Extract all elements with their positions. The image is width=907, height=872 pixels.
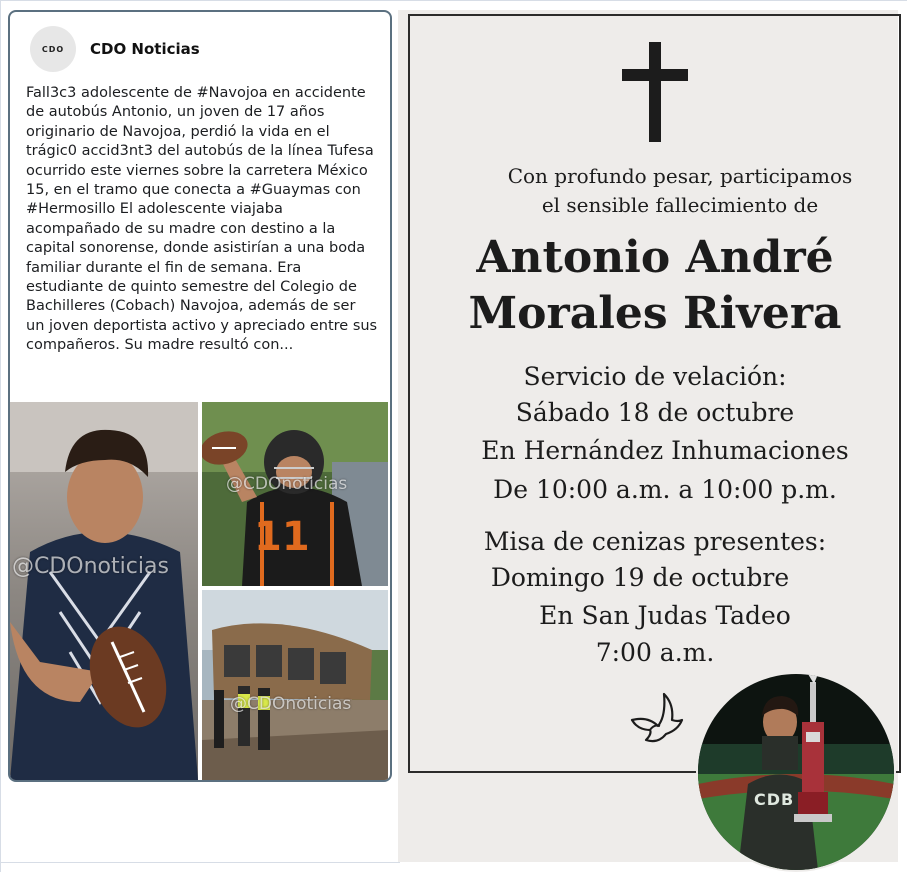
deceased-name-line-1: Antonio André	[476, 232, 834, 283]
page-avatar[interactable]	[30, 26, 76, 72]
frame-line-bottom	[0, 862, 400, 863]
mass-date: Domingo 19 de octubre	[490, 563, 790, 592]
post-photo-player-throw[interactable]	[202, 402, 388, 586]
photo-watermark: @CDOnoticias	[226, 474, 348, 494]
post-photo-player-football[interactable]	[10, 402, 198, 780]
service-time: De 10:00 a.m. a 10:00 p.m.	[493, 475, 837, 504]
service-date: Sábado 18 de octubre	[515, 398, 795, 427]
intro-line-2: el sensible fallecimiento de	[541, 193, 819, 217]
service-place: En Hernández Inhumaciones	[481, 436, 849, 465]
mass-time: 7:00 a.m.	[595, 638, 715, 667]
avatar-text: CDO	[41, 44, 65, 54]
dove-icon	[628, 686, 684, 746]
portrait-jersey-text: CDB	[754, 790, 795, 809]
post-header	[10, 12, 390, 84]
frame-line-left	[0, 0, 1, 872]
deceased-portrait-circle[interactable]	[696, 672, 896, 872]
intro-line-1: Con profundo pesar, participamos	[507, 164, 853, 188]
mass-title: Misa de cenizas presentes:	[483, 527, 827, 556]
post-text: Fall3c3 adolescente de #Navojoa en accidente de autobús Antonio, un joven de 17 años originario de Navojoa, perdió la vida en el trágic0 accid3nt3 del autobús de la línea Tufesa ocurrido este viernes sobre la carretera México 15, en el tramo que conecta a #Guaymas con #Hermosillo El adolescente viajaba acompañado de su madre con destino a la capital sonorense, donde asistirían a una boda familiar durante el fin de semana. Era estudiante de quinto semestre del Colegio de Bachilleres (Cobach) Navojoa, además de ser un joven deportista activo y apreciado entre sus compañeros. Su madre resultó con...	[26, 85, 378, 354]
photo-watermark: @CDOnoticias	[12, 554, 169, 579]
post-photo-bus-wreck[interactable]	[202, 590, 388, 780]
photo-watermark: @CDOnoticias	[230, 694, 352, 714]
portrait-image	[698, 674, 894, 870]
frame-line-top	[0, 0, 907, 1]
page-name[interactable]: CDO Noticias	[90, 40, 200, 58]
photo-player-football-image	[10, 402, 198, 780]
jersey-number: 11	[254, 514, 310, 560]
social-post	[8, 10, 392, 782]
deceased-name-line-2: Morales Rivera	[468, 288, 842, 339]
photo-bus-wreck-image	[202, 590, 388, 780]
service-title: Servicio de velación:	[523, 362, 787, 391]
mass-place: En San Judas Tadeo	[539, 601, 791, 630]
cross-icon	[622, 42, 688, 142]
